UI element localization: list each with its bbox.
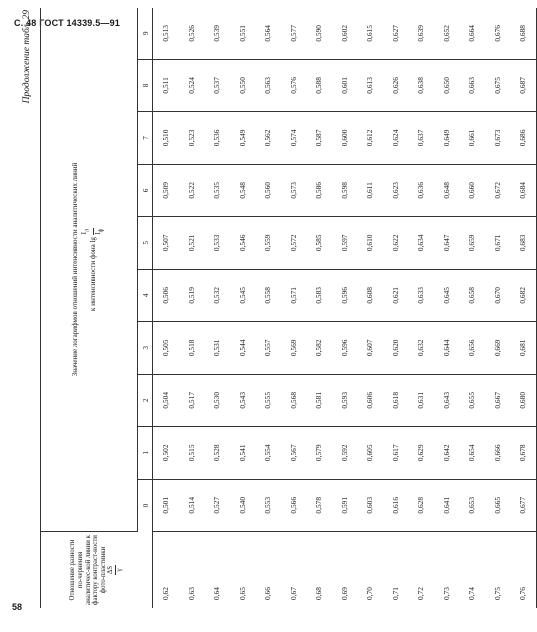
- column-header-1: 1: [138, 427, 153, 479]
- table-row: [485, 8, 511, 608]
- value-cell: 0,601: [332, 59, 358, 111]
- value-cell: 0,686: [510, 112, 536, 164]
- row-label-cell: 0,70: [365, 587, 375, 600]
- corner-header-text: Отношение разности по-чернения аналитичес-кой линии к фактору контраст-ности фото-пластинки: [69, 535, 107, 605]
- value-cell: 0,623: [383, 164, 409, 216]
- value-cell: 0,593: [332, 374, 358, 426]
- value-cell: 0,588: [306, 59, 332, 111]
- value-cell: 0,533: [204, 217, 230, 269]
- value-cell: 0,590: [306, 8, 332, 59]
- value-cell: 0,628: [408, 479, 434, 531]
- page-number: 58: [12, 602, 23, 612]
- table-row: [306, 8, 332, 608]
- corner-fraction: [107, 565, 123, 575]
- value-cell: 0,559: [255, 217, 281, 269]
- table-row: [281, 8, 307, 608]
- value-cell: 0,558: [255, 269, 281, 321]
- value-cell: 0,617: [383, 427, 409, 479]
- value-cell: 0,571: [281, 269, 307, 321]
- value-cell: 0,656: [459, 322, 485, 374]
- value-cell: 0,663: [459, 59, 485, 111]
- value-cell: 0,600: [332, 112, 358, 164]
- value-cell: 0,660: [459, 164, 485, 216]
- value-cell: 0,518: [179, 322, 205, 374]
- column-header-6: 6: [138, 164, 153, 216]
- value-cell: 0,562: [255, 112, 281, 164]
- value-cell: 0,506: [153, 269, 179, 321]
- value-cell: 0,536: [204, 112, 230, 164]
- value-cell: 0,532: [204, 269, 230, 321]
- row-label-cell: 0,62: [161, 587, 171, 600]
- value-cell: 0,531: [204, 322, 230, 374]
- row-label-cell: 0,63: [186, 587, 196, 600]
- value-cell: 0,638: [408, 59, 434, 111]
- row-label-cell: 0,69: [339, 587, 349, 600]
- value-cell: 0,566: [281, 479, 307, 531]
- value-cell: 0,587: [306, 112, 332, 164]
- value-cell: 0,504: [153, 374, 179, 426]
- value-cell: 0,650: [434, 59, 460, 111]
- table-continuation-label: Продолжение табл. 29: [22, 10, 32, 104]
- value-cell: 0,629: [408, 427, 434, 479]
- value-cell: 0,683: [510, 217, 536, 269]
- value-cell: 0,682: [510, 269, 536, 321]
- value-cell: 0,560: [255, 164, 281, 216]
- value-cell: 0,527: [204, 479, 230, 531]
- value-cell: 0,530: [204, 374, 230, 426]
- row-label-cell: 0,75: [492, 587, 502, 600]
- value-cell: 0,541: [230, 427, 256, 479]
- value-cell: 0,554: [255, 427, 281, 479]
- value-cell: 0,551: [230, 8, 256, 59]
- row-label-cell: 0,65: [237, 587, 247, 600]
- value-cell: 0,678: [510, 427, 536, 479]
- value-cell: 0,577: [281, 8, 307, 59]
- value-cell: 0,598: [332, 164, 358, 216]
- value-cell: 0,639: [408, 8, 434, 59]
- value-cell: 0,576: [281, 59, 307, 111]
- value-cell: 0,645: [434, 269, 460, 321]
- value-cell: 0,546: [230, 217, 256, 269]
- value-cell: 0,636: [408, 164, 434, 216]
- value-cell: 0,637: [408, 112, 434, 164]
- value-cell: 0,597: [332, 217, 358, 269]
- value-cell: 0,574: [281, 112, 307, 164]
- value-cell: 0,622: [383, 217, 409, 269]
- row-label-cell: 0,64: [212, 587, 222, 600]
- value-cell: 0,509: [153, 164, 179, 216]
- value-cell: 0,582: [306, 322, 332, 374]
- table-row: [357, 8, 383, 608]
- value-cell: 0,634: [408, 217, 434, 269]
- lg-fraction-denominator: [94, 228, 107, 235]
- value-cell: 0,502: [153, 427, 179, 479]
- value-cell: 0,666: [485, 427, 511, 479]
- table-row: [383, 8, 409, 608]
- value-cell: 0,573: [281, 164, 307, 216]
- value-cell: 0,658: [459, 269, 485, 321]
- value-cell: 0,548: [230, 164, 256, 216]
- value-cell: 0,684: [510, 164, 536, 216]
- value-cell: 0,676: [485, 8, 511, 59]
- value-cell: 0,627: [383, 8, 409, 59]
- value-cell: 0,583: [306, 269, 332, 321]
- table-body: [153, 8, 537, 608]
- column-header-0: 0: [138, 479, 153, 531]
- value-cell: 0,578: [306, 479, 332, 531]
- value-cell: 0,586: [306, 164, 332, 216]
- row-label-cell: 0,74: [467, 587, 477, 600]
- value-cell: 0,633: [408, 269, 434, 321]
- value-cell: 0,677: [510, 479, 536, 531]
- value-cell: 0,596: [332, 269, 358, 321]
- value-cell: 0,528: [204, 427, 230, 479]
- value-cell: 0,514: [179, 479, 205, 531]
- main-header-cell: [41, 8, 138, 532]
- main-header-line2: к интенсивности фона lg: [89, 237, 98, 311]
- value-cell: 0,665: [485, 479, 511, 531]
- row-label-cell: 0,66: [263, 587, 273, 600]
- column-header-3: 3: [138, 322, 153, 374]
- table-header-row: [41, 8, 138, 608]
- value-cell: 0,655: [459, 374, 485, 426]
- column-header-8: 8: [138, 59, 153, 111]
- value-cell: 0,585: [306, 217, 332, 269]
- row-label-cell: 0,72: [416, 587, 426, 600]
- value-cell: 0,624: [383, 112, 409, 164]
- value-cell: 0,618: [383, 374, 409, 426]
- value-cell: 0,670: [485, 269, 511, 321]
- value-cell: 0,673: [485, 112, 511, 164]
- value-cell: 0,513: [153, 8, 179, 59]
- value-cell: 0,648: [434, 164, 460, 216]
- value-cell: 0,567: [281, 427, 307, 479]
- value-cell: 0,669: [485, 322, 511, 374]
- value-cell: 0,550: [230, 59, 256, 111]
- table-row: [510, 8, 536, 608]
- value-cell: 0,501: [153, 479, 179, 531]
- value-cell: 0,605: [357, 427, 383, 479]
- value-cell: 0,647: [434, 217, 460, 269]
- value-cell: 0,581: [306, 374, 332, 426]
- value-cell: 0,563: [255, 59, 281, 111]
- value-cell: 0,572: [281, 217, 307, 269]
- value-cell: 0,592: [332, 427, 358, 479]
- rotated-table-area: [18, 8, 528, 608]
- lg-fraction: [80, 228, 107, 235]
- value-cell: 0,675: [485, 59, 511, 111]
- value-cell: 0,659: [459, 217, 485, 269]
- column-header-2: 2: [138, 374, 153, 426]
- value-cell: 0,610: [357, 217, 383, 269]
- value-cell: 0,519: [179, 269, 205, 321]
- value-cell: 0,653: [459, 479, 485, 531]
- value-cell: 0,620: [383, 322, 409, 374]
- value-cell: 0,615: [357, 8, 383, 59]
- value-cell: 0,632: [408, 322, 434, 374]
- value-cell: 0,511: [153, 59, 179, 111]
- table-row: [230, 8, 256, 608]
- value-cell: 0,545: [230, 269, 256, 321]
- value-cell: 0,642: [434, 427, 460, 479]
- table-row: [408, 8, 434, 608]
- value-cell: 0,555: [255, 374, 281, 426]
- value-cell: 0,569: [281, 322, 307, 374]
- value-cell: 0,603: [357, 479, 383, 531]
- value-cell: 0,539: [204, 8, 230, 59]
- value-cell: 0,654: [459, 427, 485, 479]
- value-cell: 0,579: [306, 427, 332, 479]
- table-row: [459, 8, 485, 608]
- value-cell: 0,612: [357, 112, 383, 164]
- value-cell: 0,505: [153, 322, 179, 374]
- value-cell: 0,543: [230, 374, 256, 426]
- value-cell: 0,515: [179, 427, 205, 479]
- row-label-cell: 0,73: [441, 587, 451, 600]
- lg-den-symbol: I: [94, 232, 103, 235]
- table-row: [434, 8, 460, 608]
- value-cell: 0,664: [459, 8, 485, 59]
- column-header-9: 9: [138, 8, 153, 59]
- value-cell: 0,596: [332, 322, 358, 374]
- table-row: [255, 8, 281, 608]
- column-number-row: [138, 8, 153, 608]
- value-cell: 0,631: [408, 374, 434, 426]
- value-cell: 0,687: [510, 59, 536, 111]
- value-cell: 0,602: [332, 8, 358, 59]
- corner-fraction-numerator: ΔS: [107, 565, 115, 575]
- lg-num-subscript: л: [84, 229, 91, 232]
- column-header-4: 4: [138, 269, 153, 321]
- value-cell: 0,611: [357, 164, 383, 216]
- value-cell: 0,591: [332, 479, 358, 531]
- data-table: [40, 8, 537, 608]
- value-cell: 0,524: [179, 59, 205, 111]
- value-cell: 0,568: [281, 374, 307, 426]
- lg-fraction-numerator: [80, 228, 94, 235]
- corner-fraction-denominator: γ: [115, 568, 123, 572]
- value-cell: 0,537: [204, 59, 230, 111]
- value-cell: 0,613: [357, 59, 383, 111]
- document-title: С. 48 ГОСТ 14339.5—91: [14, 18, 121, 28]
- value-cell: 0,526: [179, 8, 205, 59]
- value-cell: 0,626: [383, 59, 409, 111]
- value-cell: 0,564: [255, 8, 281, 59]
- value-cell: 0,644: [434, 322, 460, 374]
- table-row: [153, 8, 179, 608]
- table-row: [204, 8, 230, 608]
- value-cell: 0,641: [434, 479, 460, 531]
- row-label-cell: 0,71: [390, 587, 400, 600]
- table-row: [332, 8, 358, 608]
- value-cell: 0,510: [153, 112, 179, 164]
- value-cell: 0,616: [383, 479, 409, 531]
- value-cell: 0,557: [255, 322, 281, 374]
- value-cell: 0,553: [255, 479, 281, 531]
- value-cell: 0,643: [434, 374, 460, 426]
- value-cell: 0,540: [230, 479, 256, 531]
- value-cell: 0,549: [230, 112, 256, 164]
- column-header-5: 5: [138, 217, 153, 269]
- value-cell: 0,661: [459, 112, 485, 164]
- value-cell: 0,672: [485, 164, 511, 216]
- value-cell: 0,607: [357, 322, 383, 374]
- value-cell: 0,606: [357, 374, 383, 426]
- value-cell: 0,535: [204, 164, 230, 216]
- value-cell: 0,523: [179, 112, 205, 164]
- value-cell: 0,680: [510, 374, 536, 426]
- value-cell: 0,649: [434, 112, 460, 164]
- value-cell: 0,522: [179, 164, 205, 216]
- lg-den-subscript: ф: [98, 228, 105, 233]
- main-header-line1: Значение логарифмов отношений интенсивности аналитических линий: [70, 162, 79, 377]
- lg-num-symbol: I: [80, 231, 89, 235]
- row-label-cell: 0,68: [314, 587, 324, 600]
- value-cell: 0,652: [434, 8, 460, 59]
- value-cell: 0,667: [485, 374, 511, 426]
- value-cell: 0,681: [510, 322, 536, 374]
- row-label-cell: 0,67: [288, 587, 298, 600]
- table-row: [179, 8, 205, 608]
- value-cell: 0,608: [357, 269, 383, 321]
- row-label-cell: 0,76: [510, 532, 536, 609]
- column-header-7: 7: [138, 112, 153, 164]
- corner-header-cell: [41, 532, 153, 609]
- value-cell: 0,671: [485, 217, 511, 269]
- value-cell: 0,507: [153, 217, 179, 269]
- value-cell: 0,517: [179, 374, 205, 426]
- value-cell: 0,621: [383, 269, 409, 321]
- value-cell: 0,521: [179, 217, 205, 269]
- value-cell: 0,544: [230, 322, 256, 374]
- value-cell: 0,688: [510, 8, 536, 59]
